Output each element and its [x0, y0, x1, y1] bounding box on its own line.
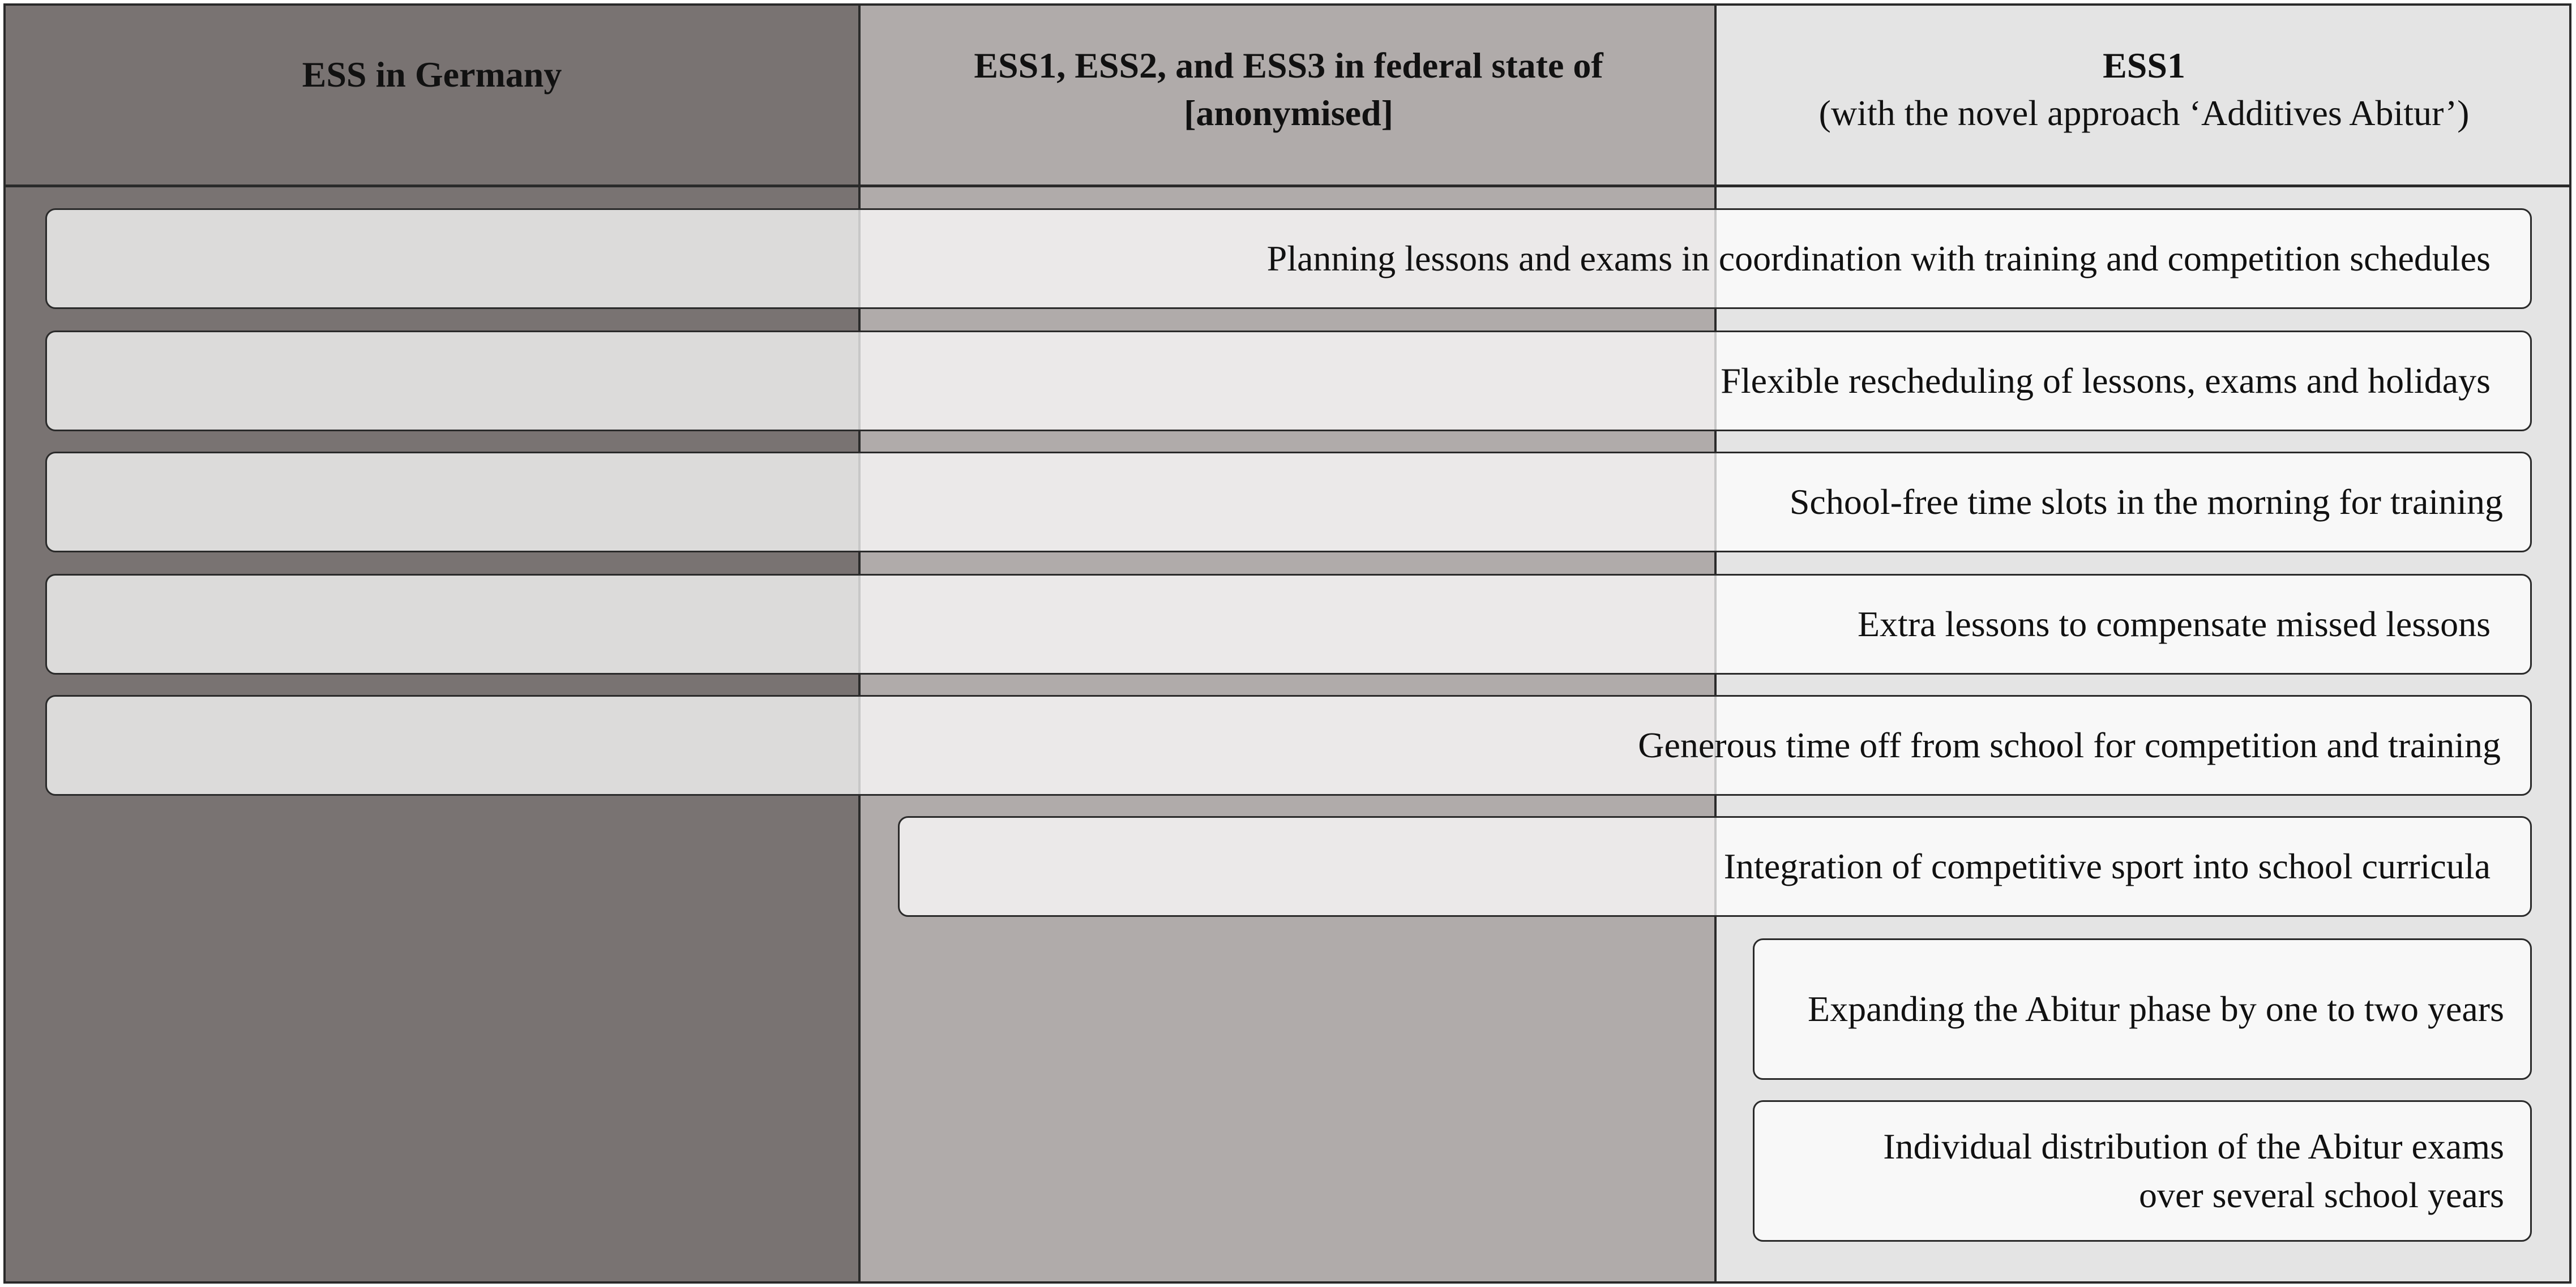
measure-bar	[45, 695, 2532, 796]
header-ess-germany-title: ESS in Germany	[302, 54, 562, 95]
header-ess-germany	[3, 3, 861, 185]
header-ess1-subtitle: (with the novel approach ‘Additives Abitur’)	[1818, 93, 2470, 133]
header-ess-federal-state	[861, 3, 1717, 185]
measure-bar	[898, 816, 2532, 917]
measure-label: Planning lessons and exams in coordination with training and competition schedules	[1266, 238, 2491, 278]
measure-label: School-free time slots in the morning for training	[1789, 482, 2503, 522]
header-ess1	[1717, 3, 2571, 185]
measure-bar	[45, 208, 2532, 309]
header-ess-federal-state-title: ESS1, ESS2, and ESS3 in federal state of [anonymised]	[974, 45, 1603, 133]
measure-bar	[45, 574, 2532, 675]
measure-bar	[1753, 1100, 2532, 1242]
measure-label: Expanding the Abitur phase by one to two years	[1808, 989, 2504, 1029]
measure-label: Extra lessons to compensate missed lessons	[1857, 604, 2491, 644]
measure-bar	[45, 452, 2532, 552]
header-ess1-title: ESS1	[2103, 45, 2185, 85]
measure-bar	[1753, 938, 2532, 1080]
measure-label: Integration of competitive sport into school curricula	[1723, 846, 2491, 886]
measure-label: Generous time off from school for competition and training	[1638, 725, 2501, 765]
measure-label: Flexible rescheduling of lessons, exams and holidays	[1721, 361, 2491, 401]
measure-label: Individual distribution of the Abitur exams over several school years	[1883, 1126, 2504, 1215]
measure-bar	[45, 331, 2532, 431]
